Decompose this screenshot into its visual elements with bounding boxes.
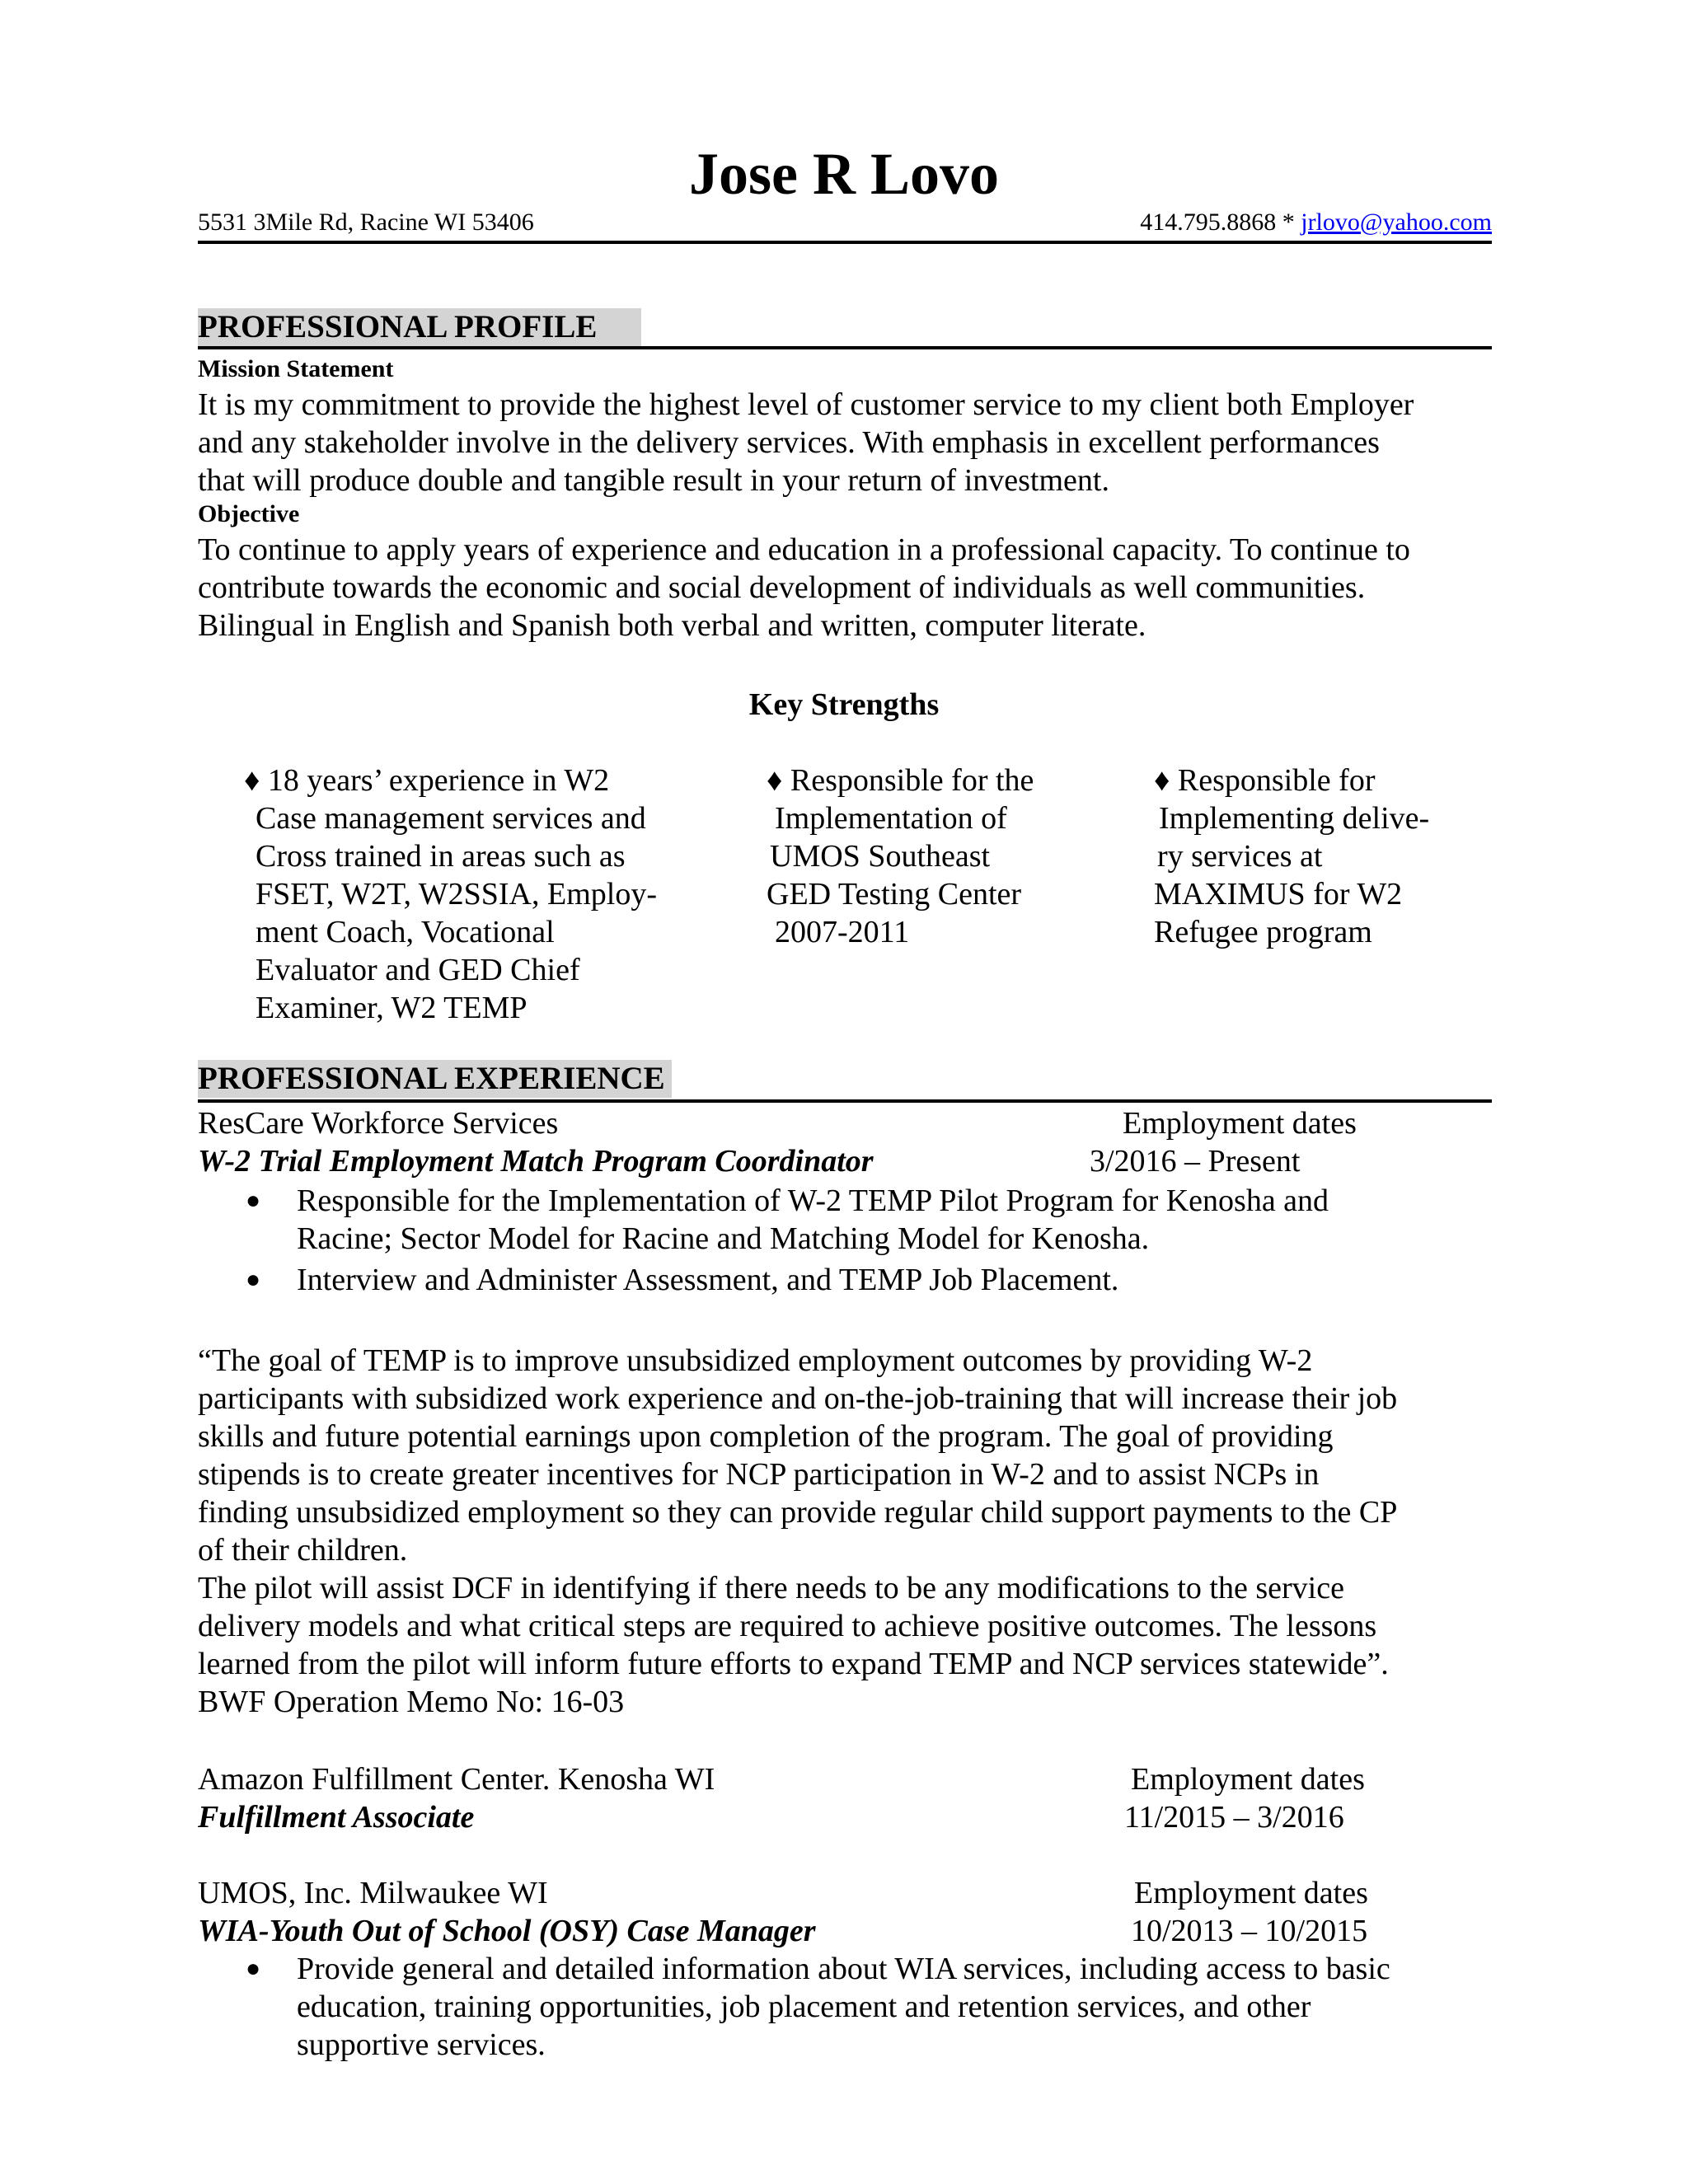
quote-line: stipends is to create greater incentives for NCP participation in W-2 and to assist NCPs in: [198, 1457, 1320, 1492]
strength-line: GED Testing Center: [767, 877, 1022, 912]
quote-line: of their children.: [198, 1533, 408, 1568]
list-item: ● Interview and Administer Assessment, and TEMP Job Placement.: [246, 1263, 1119, 1297]
bullet-icon: ●: [246, 1955, 261, 1982]
strength-column: [244, 762, 657, 1027]
contact-info: [1140, 208, 1492, 237]
mission-line: It is my commitment to provide the highest level of customer service to my client both Employer: [198, 387, 1414, 422]
key-strengths-title: Key Strengths: [748, 687, 940, 722]
employment-dates-label: Employment dates: [1134, 1876, 1368, 1910]
strength-line: Case management services and: [256, 801, 646, 836]
mission-label: Mission Statement: [198, 355, 394, 382]
employment-dates: 3/2016 – Present: [1090, 1144, 1301, 1179]
mission-line: and any stakeholder involve in the delivery services. With emphasis in excellent performances: [198, 425, 1380, 460]
objective-line: Bilingual in English and Spanish both verbal and written, computer literate.: [198, 608, 1146, 643]
quote-line: finding unsubsidized employment so they can provide regular child support payments to the CP: [198, 1495, 1398, 1530]
mission-statement: [198, 386, 1517, 499]
strength-column: [1154, 762, 1429, 951]
mission-line: that will produce double and tangible result in your return of investment.: [198, 463, 1109, 498]
list-item: ● Provide general and detailed information about WIA services, including access to basic education, training opportunities, job placement and retention services, and other supportive services.: [246, 1952, 1390, 2062]
quote-line: learned from the pilot will inform future efforts to expand TEMP and NCP services statewide”.: [198, 1647, 1389, 1681]
header-divider: [198, 241, 1492, 244]
list-item: ● Responsible for the Implementation of W-2 TEMP Pilot Program for Kenosha and Racine; Sector Model for Racine and Matching Model for Kenosha.: [246, 1183, 1329, 1256]
strength-line: Refugee program: [1154, 915, 1372, 949]
experience-divider: [198, 1099, 1492, 1103]
quote-line: delivery models and what critical steps are required to achieve positive outcomes. The lessons: [198, 1609, 1377, 1643]
quote-line: The pilot will assist DCF in identifying if there needs to be any modifications to the service: [198, 1571, 1344, 1605]
program-quote: [198, 1342, 1517, 1721]
strength-line: Implementation of: [775, 801, 1007, 836]
quote-line: “The goal of TEMP is to improve unsubsidized employment outcomes by providing W-2: [198, 1343, 1313, 1378]
section-title-profile: PROFESSIONAL PROFILE: [198, 308, 641, 346]
strength-line: UMOS Southeast: [770, 839, 991, 874]
strength-line: Evaluator and GED Chief: [256, 953, 580, 987]
address: 5531 3Mile Rd, Racine WI 53406: [198, 209, 534, 236]
profile-divider: [198, 346, 1492, 349]
job-title: WIA-Youth Out of School (OSY) Case Manager: [198, 1914, 816, 1948]
strength-line: ♦ Responsible for the: [767, 763, 1034, 798]
strength-line: ry services at: [1157, 839, 1323, 874]
employer-name: ResCare Workforce Services: [198, 1106, 559, 1141]
strength-line: MAXIMUS for W2: [1154, 877, 1403, 912]
strength-line: ♦ Responsible for: [1154, 763, 1376, 798]
strength-line: FSET, W2T, W2SSIA, Employ-: [256, 877, 657, 912]
strength-line: ♦ 18 years’ experience in W2: [244, 763, 610, 798]
employer-name: Amazon Fulfillment Center. Kenosha WI: [198, 1762, 715, 1797]
quote-line: participants with subsidized work experience and on-the-job-training that will increase their job: [198, 1381, 1398, 1416]
employment-dates-label: Employment dates: [1123, 1106, 1357, 1141]
employment-dates: 10/2013 – 10/2015: [1131, 1914, 1368, 1948]
responsibility-list: [198, 1950, 1517, 2067]
strength-line: ment Coach, Vocational: [256, 915, 555, 949]
bullet-icon: ●: [246, 1266, 261, 1293]
quote-line: skills and future potential earnings upon completion of the program. The goal of providing: [198, 1419, 1334, 1454]
strength-line: 2007-2011: [775, 915, 910, 949]
objective: [198, 531, 1517, 644]
section-title-experience: PROFESSIONAL EXPERIENCE: [198, 1060, 672, 1098]
phone: 414.795.8868 *: [1140, 209, 1295, 236]
employment-dates: 11/2015 – 3/2016: [1124, 1800, 1344, 1835]
resume-name: Jose R Lovo: [689, 141, 999, 207]
employer-name: UMOS, Inc. Milwaukee WI: [198, 1876, 548, 1910]
responsibility-list: [198, 1182, 1517, 1302]
strength-line: Examiner, W2 TEMP: [256, 991, 528, 1025]
objective-line: To continue to apply years of experience and education in a professional capacity. To continue to: [198, 532, 1410, 567]
objective-label: Objective: [198, 500, 300, 527]
objective-line: contribute towards the economic and social development of individuals as well communities.: [198, 570, 1366, 605]
bullet-icon: ●: [246, 1187, 261, 1214]
strength-line: Cross trained in areas such as: [256, 839, 626, 874]
job-title: W-2 Trial Employment Match Program Coordinator: [198, 1144, 874, 1179]
email-link[interactable]: jrlovo@yahoo.com: [1301, 209, 1492, 236]
quote-line: BWF Operation Memo No: 16-03: [198, 1685, 625, 1719]
strength-line: Implementing delive-: [1159, 801, 1430, 836]
job-title: Fulfillment Associate: [198, 1800, 475, 1835]
employment-dates-label: Employment dates: [1131, 1762, 1365, 1797]
strength-column: [767, 762, 1034, 951]
